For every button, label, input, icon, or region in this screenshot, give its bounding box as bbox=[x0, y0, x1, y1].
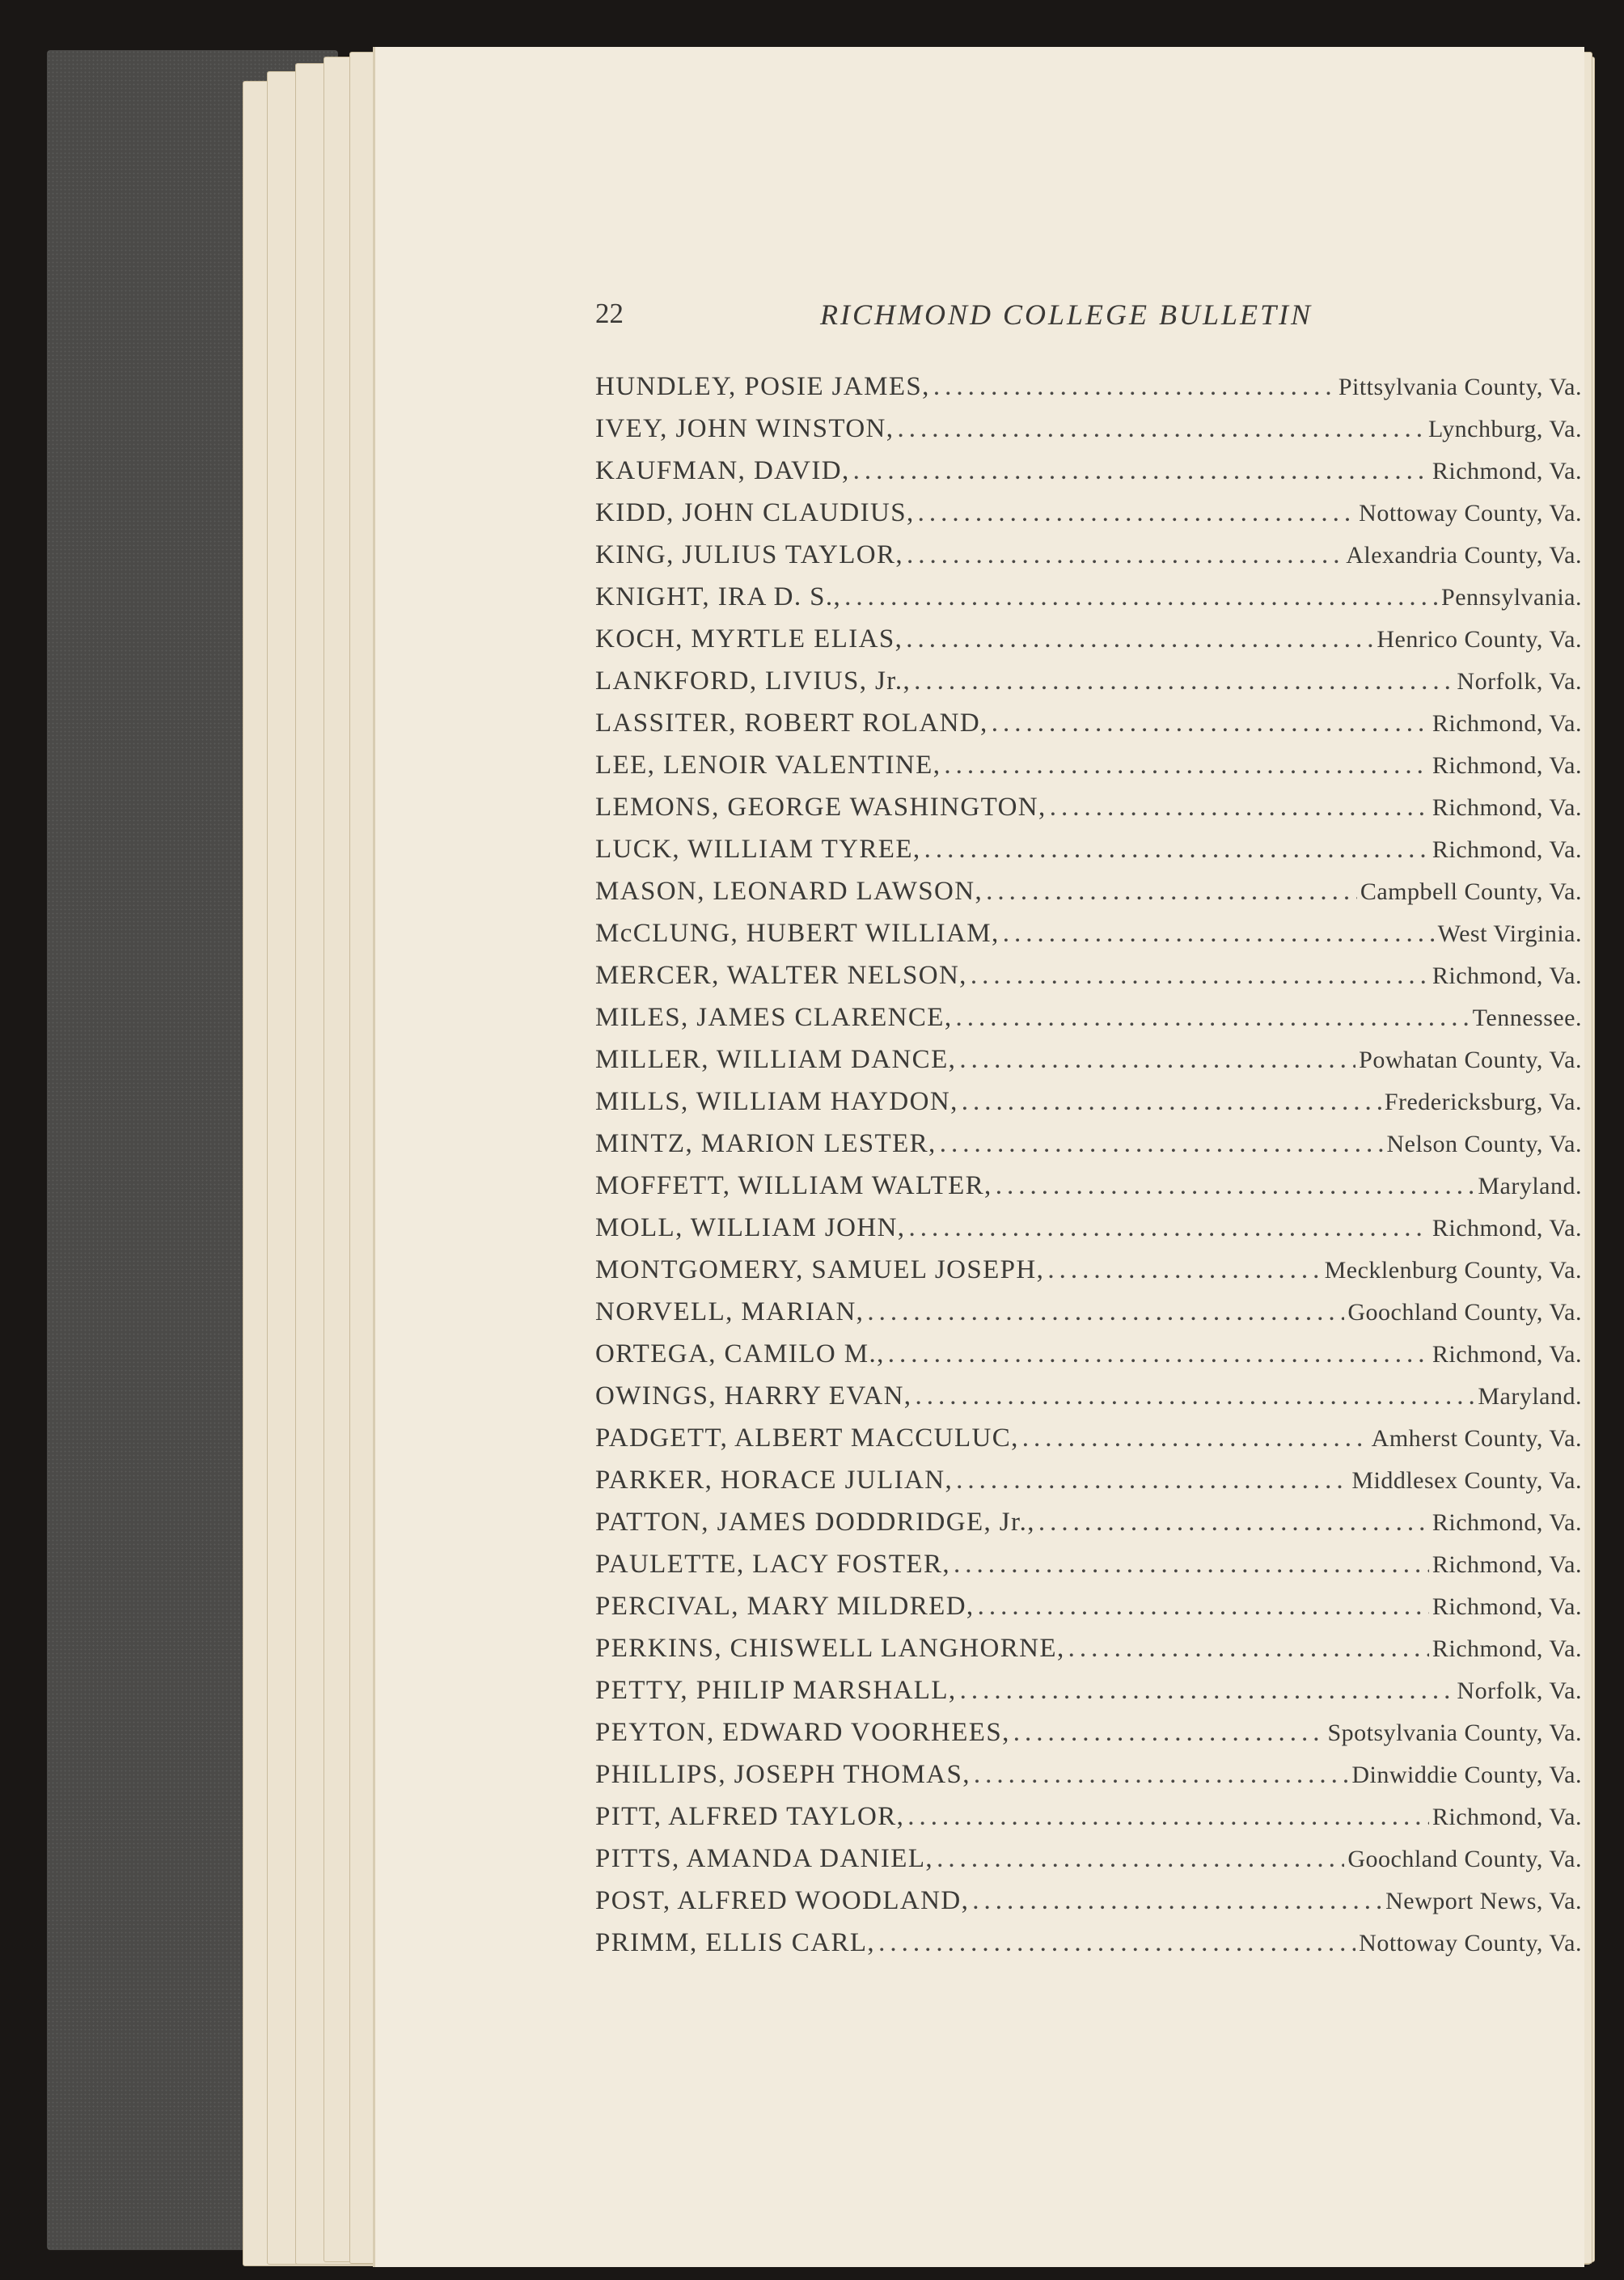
dot-leader bbox=[844, 576, 1438, 618]
list-item bbox=[595, 996, 1582, 1038]
dot-leader bbox=[959, 1038, 1355, 1081]
list-item bbox=[595, 912, 1582, 954]
dot-leader bbox=[944, 744, 1429, 786]
student-residence: Pittsylvania County, Va. bbox=[1338, 374, 1582, 400]
student-name: MINTZ, MARION LESTER, bbox=[595, 1129, 937, 1158]
student-name: ORTEGA, CAMILO M., bbox=[595, 1339, 885, 1368]
dot-leader bbox=[878, 1922, 1355, 1964]
student-residence: Maryland. bbox=[1478, 1383, 1582, 1410]
student-residence: Campbell County, Va. bbox=[1360, 878, 1582, 905]
dot-leader bbox=[986, 870, 1357, 912]
dot-leader bbox=[956, 996, 1470, 1038]
student-residence: Richmond, Va. bbox=[1432, 1804, 1582, 1830]
list-item bbox=[595, 1501, 1582, 1543]
student-residence: Newport News, Va. bbox=[1385, 1888, 1582, 1914]
student-residence: Richmond, Va. bbox=[1432, 458, 1582, 484]
student-name: MILLS, WILLIAM HAYDON, bbox=[595, 1087, 958, 1116]
list-item bbox=[595, 660, 1582, 702]
student-residence: Spotsylvania County, Va. bbox=[1327, 1720, 1582, 1746]
dot-leader bbox=[907, 534, 1343, 576]
student-name: KOCH, MYRTLE ELIAS, bbox=[595, 624, 903, 654]
dot-leader bbox=[1047, 1249, 1321, 1291]
dot-leader bbox=[974, 1753, 1348, 1796]
list-item bbox=[595, 1417, 1582, 1459]
student-name: PAULETTE, LACY FOSTER, bbox=[595, 1550, 951, 1579]
student-name: PERCIVAL, MARY MILDRED, bbox=[595, 1592, 975, 1621]
student-residence: West Virginia. bbox=[1437, 920, 1582, 947]
student-residence: Dinwiddie County, Va. bbox=[1351, 1762, 1582, 1788]
page-header bbox=[595, 298, 1533, 346]
student-name: PADGETT, ALBERT MACCULUC, bbox=[595, 1423, 1019, 1453]
dot-leader bbox=[937, 1838, 1344, 1880]
student-name: KIDD, JOHN CLAUDIUS, bbox=[595, 498, 915, 527]
student-residence: Nottoway County, Va. bbox=[1359, 500, 1582, 527]
list-item bbox=[595, 744, 1582, 786]
student-name: MILES, JAMES CLARENCE, bbox=[595, 1003, 953, 1032]
student-residence: Middlesex County, Va. bbox=[1351, 1467, 1582, 1494]
student-list bbox=[595, 366, 1582, 1964]
dot-leader bbox=[933, 366, 1335, 408]
student-residence: Alexandria County, Va. bbox=[1346, 542, 1582, 569]
student-name: HUNDLEY, POSIE JAMES, bbox=[595, 372, 930, 401]
student-residence: Goochland County, Va. bbox=[1347, 1299, 1582, 1326]
dot-leader bbox=[971, 954, 1429, 996]
dot-leader bbox=[897, 408, 1425, 450]
list-item bbox=[595, 1291, 1582, 1333]
student-residence: Norfolk, Va. bbox=[1457, 1677, 1582, 1704]
student-name: McCLUNG, HUBERT WILLIAM, bbox=[595, 919, 1000, 948]
running-title: RICHMOND COLLEGE BULLETIN bbox=[820, 298, 1313, 331]
list-item bbox=[595, 1922, 1582, 1964]
list-item bbox=[595, 1207, 1582, 1249]
list-item bbox=[595, 1333, 1582, 1375]
dot-leader bbox=[996, 1165, 1475, 1207]
dot-leader bbox=[1038, 1501, 1429, 1543]
student-residence: Richmond, Va. bbox=[1432, 1509, 1582, 1536]
student-name: PETTY, PHILIP MARSHALL, bbox=[595, 1676, 957, 1705]
student-name: LEMONS, GEORGE WASHINGTON, bbox=[595, 793, 1047, 822]
list-item bbox=[595, 1838, 1582, 1880]
student-name: PERKINS, CHISWELL LANGHORNE, bbox=[595, 1634, 1065, 1663]
student-residence: Lynchburg, Va. bbox=[1427, 416, 1582, 442]
student-name: PITTS, AMANDA DANIEL, bbox=[595, 1844, 934, 1873]
student-residence: Mecklenburg County, Va. bbox=[1324, 1257, 1582, 1284]
student-name: PARKER, HORACE JULIAN, bbox=[595, 1466, 954, 1495]
dot-leader bbox=[915, 1375, 1474, 1417]
student-residence: Richmond, Va. bbox=[1432, 1635, 1582, 1662]
dot-leader bbox=[972, 1880, 1382, 1922]
list-item bbox=[595, 1753, 1582, 1796]
student-name: LEE, LENOIR VALENTINE, bbox=[595, 751, 941, 780]
student-residence: Richmond, Va. bbox=[1432, 962, 1582, 989]
list-item bbox=[595, 450, 1582, 492]
dot-leader bbox=[960, 1669, 1454, 1711]
list-item bbox=[595, 1796, 1582, 1838]
student-name: IVEY, JOHN WINSTON, bbox=[595, 414, 894, 443]
student-name: LASSITER, ROBERT ROLAND, bbox=[595, 709, 988, 738]
dot-leader bbox=[1003, 912, 1435, 954]
list-item bbox=[595, 1249, 1582, 1291]
student-residence: Richmond, Va. bbox=[1432, 752, 1582, 779]
dot-leader bbox=[962, 1081, 1381, 1123]
student-residence: Powhatan County, Va. bbox=[1359, 1047, 1582, 1073]
student-name: MOLL, WILLIAM JOHN, bbox=[595, 1213, 906, 1242]
list-item bbox=[595, 1375, 1582, 1417]
list-item bbox=[595, 828, 1582, 870]
list-item bbox=[595, 1081, 1582, 1123]
dot-leader bbox=[956, 1459, 1348, 1501]
student-residence: Richmond, Va. bbox=[1432, 794, 1582, 821]
dot-leader bbox=[918, 492, 1356, 534]
student-name: MONTGOMERY, SAMUEL JOSEPH, bbox=[595, 1255, 1045, 1284]
student-name: MERCER, WALTER NELSON, bbox=[595, 961, 967, 990]
dot-leader bbox=[954, 1543, 1429, 1585]
dot-leader bbox=[1022, 1417, 1368, 1459]
student-residence: Nottoway County, Va. bbox=[1359, 1930, 1582, 1956]
dot-leader bbox=[1068, 1627, 1429, 1669]
list-item bbox=[595, 1711, 1582, 1753]
dot-leader bbox=[914, 660, 1453, 702]
student-residence: Richmond, Va. bbox=[1432, 1551, 1582, 1578]
list-item bbox=[595, 1627, 1582, 1669]
student-residence: Richmond, Va. bbox=[1432, 710, 1582, 737]
student-residence: Norfolk, Va. bbox=[1457, 668, 1582, 695]
list-item bbox=[595, 618, 1582, 660]
student-name: POST, ALFRED WOODLAND, bbox=[595, 1886, 970, 1915]
dot-leader bbox=[906, 618, 1373, 660]
student-name: KAUFMAN, DAVID, bbox=[595, 456, 850, 485]
dot-leader bbox=[940, 1123, 1384, 1165]
student-residence: Richmond, Va. bbox=[1432, 1341, 1582, 1368]
student-name: PRIMM, ELLIS CARL, bbox=[595, 1928, 876, 1957]
list-item bbox=[595, 1123, 1582, 1165]
dot-leader bbox=[867, 1291, 1344, 1333]
list-item bbox=[595, 1459, 1582, 1501]
list-item bbox=[595, 1038, 1582, 1081]
dot-leader bbox=[908, 1207, 1428, 1249]
student-residence: Fredericksburg, Va. bbox=[1384, 1089, 1582, 1115]
list-item bbox=[595, 1165, 1582, 1207]
student-residence: Richmond, Va. bbox=[1432, 1215, 1582, 1242]
dot-leader bbox=[924, 828, 1429, 870]
student-name: KNIGHT, IRA D. S., bbox=[595, 582, 842, 611]
student-name: OWINGS, HARRY EVAN, bbox=[595, 1381, 912, 1411]
student-name: PITT, ALFRED TAYLOR, bbox=[595, 1802, 905, 1831]
list-item bbox=[595, 954, 1582, 996]
dot-leader bbox=[992, 702, 1429, 744]
list-item bbox=[595, 408, 1582, 450]
list-item bbox=[595, 366, 1582, 408]
student-residence: Pennsylvania. bbox=[1441, 584, 1582, 611]
dot-leader bbox=[978, 1585, 1429, 1627]
list-item bbox=[595, 576, 1582, 618]
list-item bbox=[595, 786, 1582, 828]
list-item bbox=[595, 1543, 1582, 1585]
list-item bbox=[595, 702, 1582, 744]
student-name: MASON, LEONARD LAWSON, bbox=[595, 877, 983, 906]
dot-leader bbox=[1013, 1711, 1325, 1753]
student-name: LUCK, WILLIAM TYREE, bbox=[595, 835, 921, 864]
student-name: KING, JULIUS TAYLOR, bbox=[595, 540, 904, 569]
student-name: MILLER, WILLIAM DANCE, bbox=[595, 1045, 957, 1074]
student-name: PHILLIPS, JOSEPH THOMAS, bbox=[595, 1760, 971, 1789]
student-residence: Maryland. bbox=[1478, 1173, 1582, 1199]
list-item bbox=[595, 1880, 1582, 1922]
student-residence: Amherst County, Va. bbox=[1371, 1425, 1582, 1452]
student-residence: Henrico County, Va. bbox=[1377, 626, 1582, 653]
dot-leader bbox=[1050, 786, 1429, 828]
dot-leader bbox=[888, 1333, 1429, 1375]
dot-leader bbox=[853, 450, 1429, 492]
list-item bbox=[595, 492, 1582, 534]
student-residence: Richmond, Va. bbox=[1432, 836, 1582, 863]
dot-leader bbox=[907, 1796, 1429, 1838]
student-residence: Goochland County, Va. bbox=[1347, 1846, 1582, 1872]
list-item bbox=[595, 1669, 1582, 1711]
student-name: PEYTON, EDWARD VOORHEES, bbox=[595, 1718, 1010, 1747]
student-name: LANKFORD, LIVIUS, Jr., bbox=[595, 666, 911, 696]
list-item bbox=[595, 534, 1582, 576]
student-residence: Nelson County, Va. bbox=[1386, 1131, 1582, 1157]
student-name: NORVELL, MARIAN, bbox=[595, 1297, 865, 1326]
list-item bbox=[595, 1585, 1582, 1627]
student-name: MOFFETT, WILLIAM WALTER, bbox=[595, 1171, 992, 1200]
page-number: 22 bbox=[595, 298, 624, 329]
student-residence: Tennessee. bbox=[1472, 1005, 1582, 1031]
student-residence: Richmond, Va. bbox=[1432, 1593, 1582, 1620]
student-name: PATTON, JAMES DODDRIDGE, Jr., bbox=[595, 1508, 1035, 1537]
list-item bbox=[595, 870, 1582, 912]
